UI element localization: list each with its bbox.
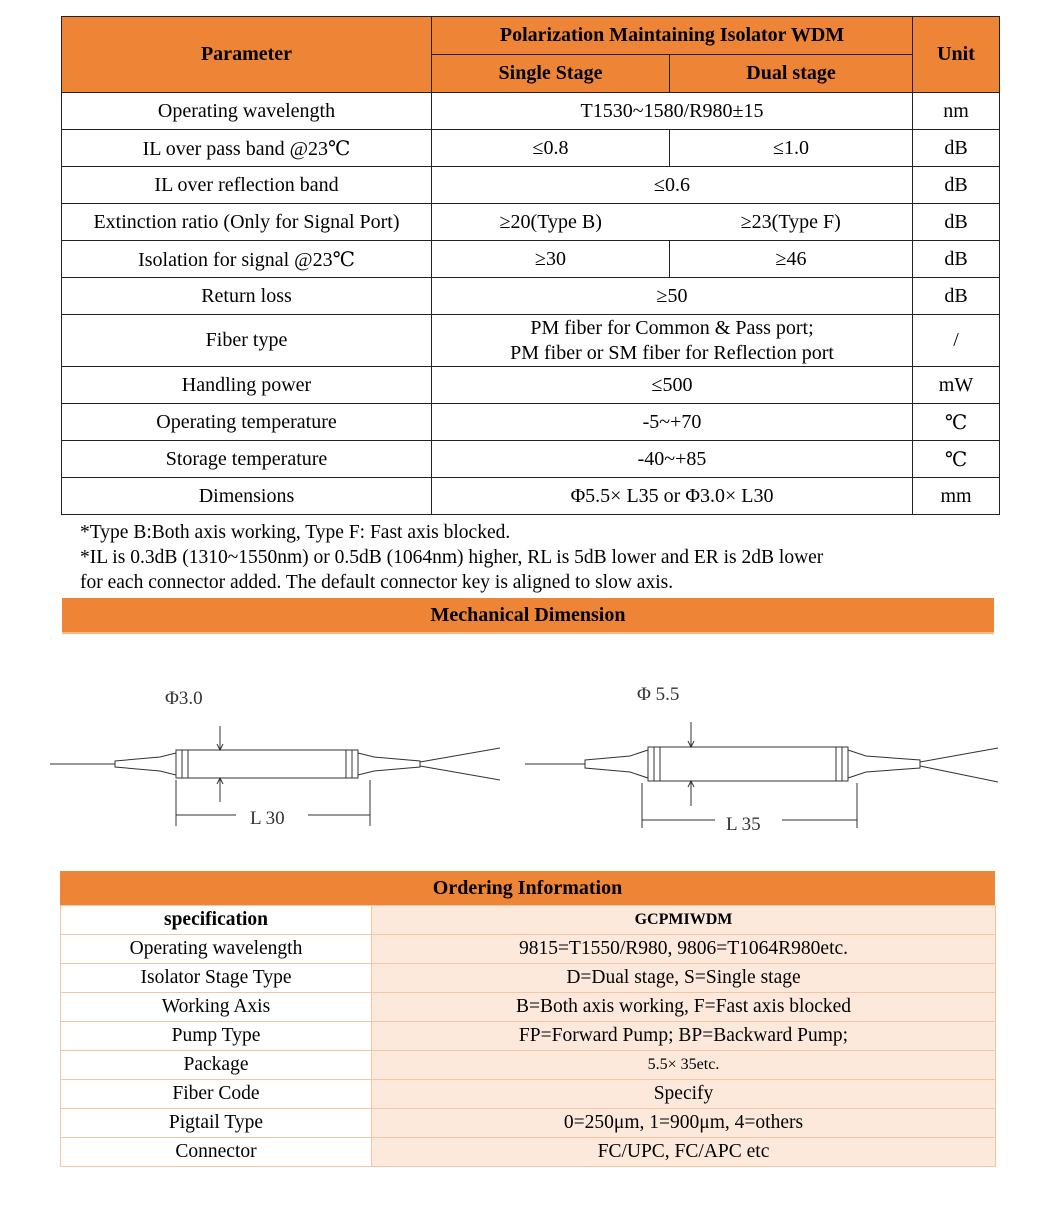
unit-cell: dB — [913, 167, 1000, 204]
spec-cell: Isolator Stage Type — [61, 964, 372, 993]
param-cell: Fiber type — [62, 315, 432, 367]
footnote-type: *Type B:Both axis working, Type F: Fast axis blocked. — [80, 522, 511, 543]
table-row — [62, 278, 1000, 315]
single-value-cell: ≥30 — [432, 241, 670, 278]
single-stage-header: Single Stage — [432, 55, 670, 93]
param-cell: IL over reflection band — [62, 167, 432, 204]
value-cell: Specify — [372, 1080, 996, 1109]
table-row — [61, 935, 996, 964]
value-cell: 9815=T1550/R980, 9806=T1064R980etc. — [372, 935, 996, 964]
table-row — [62, 367, 1000, 404]
value-cell: T1530~1580/R980±15 — [432, 93, 913, 130]
param-cell: Storage temperature — [62, 441, 432, 478]
param-cell: Operating wavelength — [62, 93, 432, 130]
table-row — [61, 993, 996, 1022]
dual-value-cell: ≤1.0 — [670, 130, 913, 167]
specification-table — [61, 16, 1000, 515]
table-row — [61, 906, 996, 935]
value-cell: B=Both axis working, F=Fast axis blocked — [372, 993, 996, 1022]
value-line: PM fiber for Common & Pass port; — [530, 316, 814, 339]
device-5mm-drawing — [525, 684, 998, 835]
device-3mm-drawing — [50, 688, 500, 829]
unit-cell: nm — [913, 93, 1000, 130]
table-row — [61, 1138, 996, 1167]
value-cell: ≥50 — [432, 278, 913, 315]
diameter-label-3mm: Φ3.0 — [165, 688, 203, 709]
mechanical-dimension-heading: Mechanical Dimension — [62, 598, 994, 634]
table-row — [62, 315, 1000, 367]
value-cell: -40~+85 — [432, 441, 913, 478]
value-cell: 0=250μm, 1=900μm, 4=others — [372, 1109, 996, 1138]
value-cell — [432, 315, 913, 367]
value-cell: D=Dual stage, S=Single stage — [372, 964, 996, 993]
value-cell: -5~+70 — [432, 404, 913, 441]
param-cell: IL over pass band @23℃ — [62, 130, 432, 167]
table-row — [62, 241, 1000, 278]
footnote-il: *IL is 0.3dB (1310~1550nm) or 0.5dB (1064nm) higher, RL is 5dB lower and ER is 2dB lower — [80, 547, 824, 568]
single-value-cell: ≤0.8 — [432, 130, 670, 167]
code-header: GCPMIWDM — [372, 906, 996, 935]
table-row — [62, 93, 1000, 130]
value-cell: FP=Forward Pump; BP=Backward Pump; — [372, 1022, 996, 1051]
spec-cell: Pigtail Type — [61, 1109, 372, 1138]
table-row — [61, 1051, 996, 1080]
single-value-cell: ≥20(Type B) — [432, 204, 670, 241]
ordering-information-heading: Ordering Information — [60, 871, 995, 905]
spec-cell: Package — [61, 1051, 372, 1080]
table-row — [62, 441, 1000, 478]
diameter-label-5mm: Φ 5.5 — [637, 684, 680, 705]
table-row — [61, 1109, 996, 1138]
spec-cell: Operating wavelength — [61, 935, 372, 964]
table-row — [62, 130, 1000, 167]
param-cell: Dimensions — [62, 478, 432, 515]
table-row — [61, 964, 996, 993]
value-cell: 5.5× 35etc. — [372, 1051, 996, 1080]
unit-cell: dB — [913, 204, 1000, 241]
ordering-table — [60, 905, 996, 1167]
table-row — [62, 404, 1000, 441]
unit-cell: dB — [913, 278, 1000, 315]
param-cell: Handling power — [62, 367, 432, 404]
dual-value-cell: ≥23(Type F) — [670, 204, 913, 241]
param-cell: Operating temperature — [62, 404, 432, 441]
spec-cell: Pump Type — [61, 1022, 372, 1051]
footnotes — [80, 520, 980, 595]
footnote-il-cont: for each connector added. The default connector key is aligned to slow axis. — [80, 572, 674, 593]
spec-header: specification — [61, 906, 372, 935]
table-row — [61, 1080, 996, 1109]
unit-cell: mW — [913, 367, 1000, 404]
unit-cell: dB — [913, 241, 1000, 278]
unit-cell: / — [913, 315, 1000, 367]
length-label-35mm: L 35 — [726, 814, 761, 835]
dual-stage-header: Dual stage — [670, 55, 913, 93]
param-cell: Extinction ratio (Only for Signal Port) — [62, 204, 432, 241]
spec-cell: Fiber Code — [61, 1080, 372, 1109]
unit-cell: dB — [913, 130, 1000, 167]
dual-value-cell: ≥46 — [670, 241, 913, 278]
mechanical-diagram — [40, 670, 1020, 850]
value-cell: ≤500 — [432, 367, 913, 404]
unit-cell: ℃ — [913, 441, 1000, 478]
param-cell: Isolation for signal @23℃ — [62, 241, 432, 278]
unit-cell: ℃ — [913, 404, 1000, 441]
parameter-header: Parameter — [62, 17, 432, 93]
unit-cell: mm — [913, 478, 1000, 515]
value-cell: ≤0.6 — [432, 167, 913, 204]
param-cell: Return loss — [62, 278, 432, 315]
table-row — [62, 478, 1000, 515]
length-label-30mm: L 30 — [250, 808, 285, 829]
product-header: Polarization Maintaining Isolator WDM — [432, 17, 913, 55]
value-cell: Φ5.5× L35 or Φ3.0× L30 — [432, 478, 913, 515]
table-row — [62, 167, 1000, 204]
unit-header: Unit — [913, 17, 1000, 93]
spec-cell: Working Axis — [61, 993, 372, 1022]
table-row — [61, 1022, 996, 1051]
value-line: PM fiber or SM fiber for Reflection port — [510, 341, 834, 364]
value-cell: FC/UPC, FC/APC etc — [372, 1138, 996, 1167]
spec-cell: Connector — [61, 1138, 372, 1167]
table-row — [62, 204, 1000, 241]
